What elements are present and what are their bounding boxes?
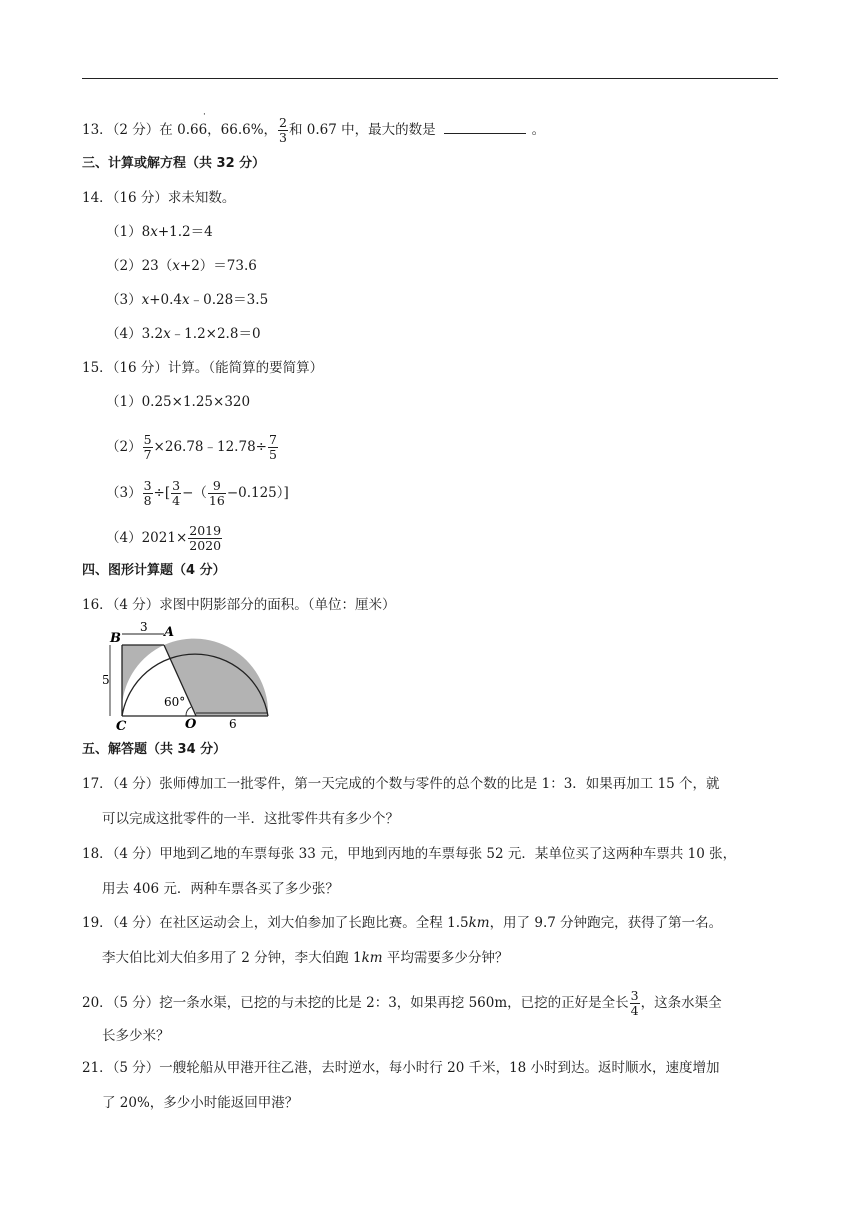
q15-item-3: （3） $\frac{3}{8}$ ÷[ $\frac{3}{4}$ −（ $\frac{9}{16}$ −0.125）] bbox=[106, 478, 289, 508]
question-17-line-1: 17．（4 分）张师傅加工一批零件，第一天完成的个数与零件的总个数的比是 1：3．如果再加工 15 个，就 bbox=[82, 776, 720, 792]
point-label-c: C bbox=[116, 719, 127, 730]
section-3-heading: 三、计算或解方程（共 32 分） bbox=[82, 156, 266, 171]
header-rule bbox=[82, 78, 778, 79]
fraction: $\frac{3}{4}$ bbox=[630, 988, 639, 1018]
section-5-heading: 五、解答题（共 34 分） bbox=[82, 742, 227, 757]
question-19-line-2: 李大伯比刘大伯多用了 2 分钟，李大伯跑 1km 平均需要多少分钟？ bbox=[102, 950, 509, 966]
point-label-o: O bbox=[185, 717, 197, 730]
fraction: $\frac{9}{16}$ bbox=[208, 478, 225, 508]
question-18-line-2: 用去 406 元．两种车票各买了多少张？ bbox=[102, 881, 339, 897]
q13-suffix: 和 0.67 中，最大的数是 bbox=[289, 122, 436, 138]
q14-item-1: （1）8x+1.2＝4 bbox=[106, 224, 213, 240]
length-label-left: 5 bbox=[102, 673, 110, 687]
question-20-line-1: 20．（5 分）挖一条水渠，已挖的与未挖的比是 2：3，如果再挖 560m，已挖的正好是全长 $\frac{3}{4}$ ，这条水渠全 bbox=[82, 988, 722, 1018]
fraction: $\frac{7}{5}$ bbox=[268, 432, 277, 462]
question-17-line-2: 可以完成这批零件的一半．这批零件共有多少个？ bbox=[102, 811, 399, 827]
fraction: $\frac{3}{4}$ bbox=[172, 478, 181, 508]
question-15-title: 15．（16 分）计算。（能简算的要简算） bbox=[82, 360, 324, 376]
shaded-area-figure bbox=[100, 620, 275, 730]
q14-item-2: （2）23（x+2）＝73.6 bbox=[106, 258, 257, 274]
repeating-decimal-dot: · bbox=[203, 110, 206, 120]
question-21-line-2: 了 20%，多少小时能返回甲港？ bbox=[102, 1095, 299, 1111]
point-label-b: B bbox=[110, 631, 121, 646]
question-16-title: 16．（4 分）求图中阴影部分的面积。（单位：厘米） bbox=[82, 597, 396, 613]
angle-label: 60° bbox=[164, 695, 186, 709]
question-18-line-1: 18．（4 分）甲地到乙地的车票每张 33 元，甲地到丙地的车票每张 52 元．某单位买了这两种车票共 10 张， bbox=[82, 846, 737, 862]
question-21-line-1: 21．（5 分）一艘轮船从甲港开往乙港，去时逆水，每小时行 20 千米，18 小时到达。返时顺水，速度增加 bbox=[82, 1060, 720, 1076]
length-label-top: 3 bbox=[140, 620, 148, 634]
section-4-heading: 四、图形计算题（4 分） bbox=[82, 563, 226, 578]
fraction: $\frac{5}{7}$ bbox=[143, 432, 152, 462]
question-13 bbox=[82, 116, 545, 145]
q15-item-4: （4）2021× $\frac{2019}{2020}$ bbox=[106, 523, 222, 553]
length-label-bottom: 6 bbox=[229, 717, 237, 730]
fraction: $\frac{3}{8}$ bbox=[143, 478, 152, 508]
question-19-line-1: 19．（4 分）在社区运动会上，刘大伯参加了长跑比赛。全程 1.5km，用了 9.7 分钟跑完，获得了第一名。 bbox=[82, 915, 723, 931]
q15-item-1: （1）0.25×1.25×320 bbox=[106, 394, 251, 410]
q13-prefix: 13．（2 分）在 0.66，66.6%， bbox=[82, 122, 278, 138]
point-label-a: A bbox=[164, 625, 175, 640]
question-14-title: 14．（16 分）求未知数。 bbox=[82, 190, 236, 206]
q14-item-3: （3）x+0.4x﹣0.28＝3.5 bbox=[106, 292, 269, 308]
fraction: $\frac{2}{3}$ bbox=[279, 115, 287, 145]
q13-end: 。 bbox=[531, 122, 546, 138]
q15-item-2: （2） $\frac{5}{7}$ ×26.78﹣12.78÷ $\frac{7}{5}$ bbox=[106, 432, 277, 462]
q14-item-4: （4）3.2x﹣1.2×2.8＝0 bbox=[106, 326, 261, 342]
answer-blank[interactable] bbox=[444, 119, 526, 134]
question-20-line-2: 长多少米？ bbox=[102, 1028, 170, 1044]
fraction: $\frac{2019}{2020}$ bbox=[189, 523, 222, 553]
